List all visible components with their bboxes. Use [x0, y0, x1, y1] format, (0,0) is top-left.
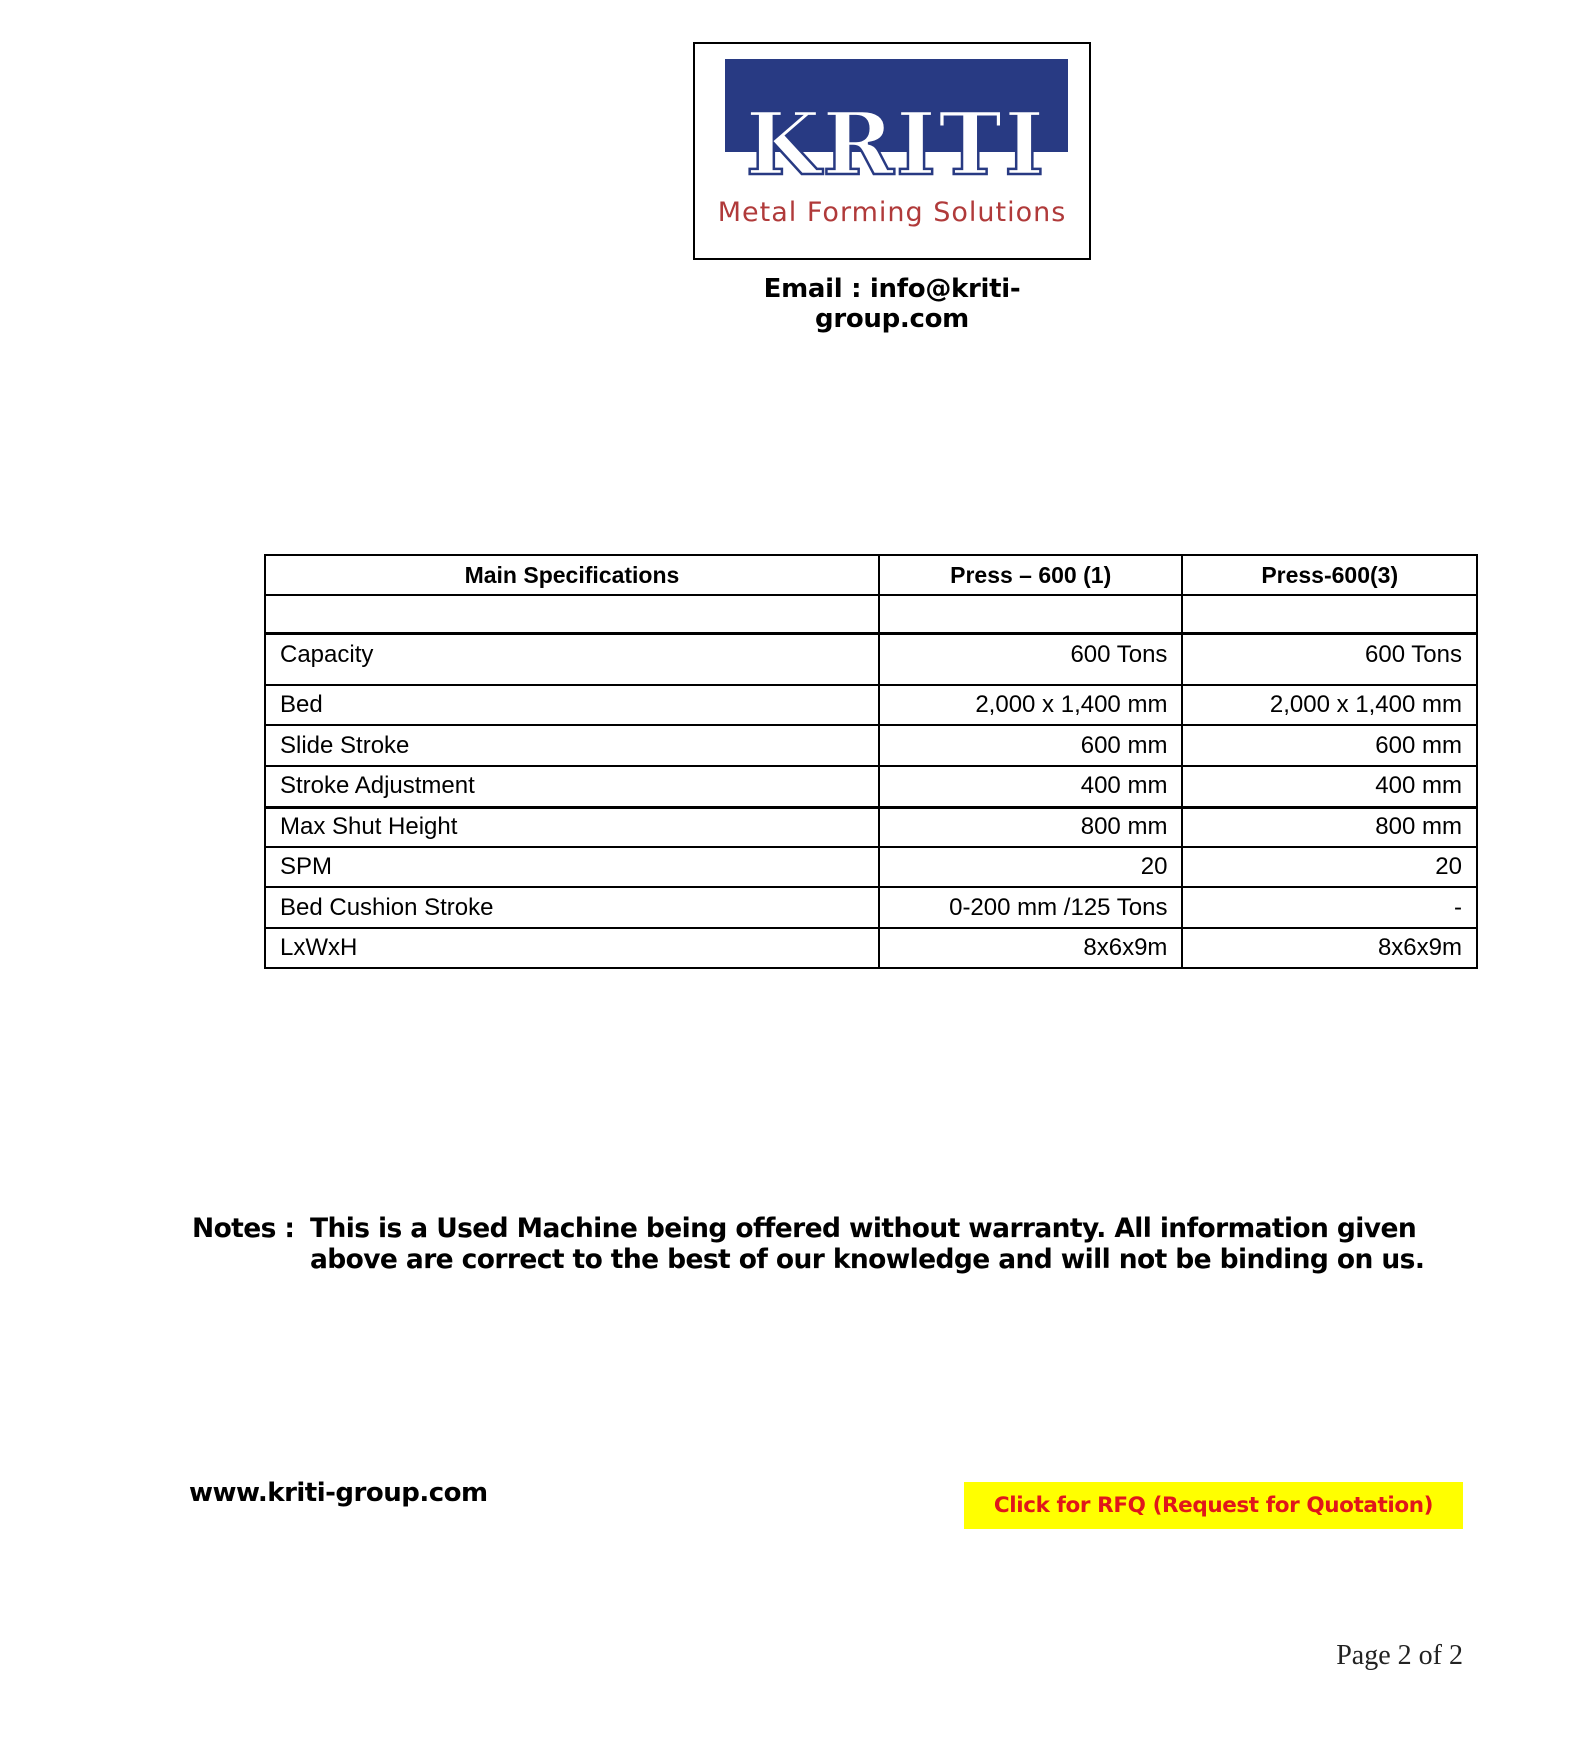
notes-text: This is a Used Machine being offered without warranty. All information given above are correct to the best of our knowledge and will not be binding on us.	[310, 1213, 1425, 1275]
spec-label: Bed	[265, 685, 879, 725]
press3-value: -	[1182, 887, 1477, 928]
spec-label: Capacity	[265, 633, 879, 685]
press3-value: 2,000 x 1,400 mm	[1182, 685, 1477, 725]
press1-value: 600 Tons	[879, 633, 1183, 685]
press1-value	[879, 595, 1183, 633]
contact-email[interactable]: Email : info@kriti-group.com	[763, 274, 1021, 334]
logo-wordmark-text: KRITI	[745, 104, 1047, 184]
spec-label: Slide Stroke	[265, 725, 879, 766]
website-link[interactable]: www.kriti-group.com	[189, 1478, 488, 1508]
column-header-press-600-1: Press – 600 (1)	[879, 555, 1183, 595]
logo-tagline: Metal Forming Solutions	[717, 197, 1067, 228]
table-row-empty	[265, 595, 1477, 633]
table-row	[265, 887, 1477, 928]
spec-label: Bed Cushion Stroke	[265, 887, 879, 928]
table-row	[265, 725, 1477, 766]
spec-label: SPM	[265, 847, 879, 887]
spec-label: Stroke Adjustment	[265, 766, 879, 807]
table-row	[265, 847, 1477, 887]
spec-label: Max Shut Height	[265, 807, 879, 847]
table-row	[265, 807, 1477, 847]
specifications-table	[264, 554, 1478, 969]
page-number: Page 2 of 2	[1336, 1640, 1463, 1671]
column-header-specification: Main Specifications	[265, 555, 879, 595]
table-row	[265, 685, 1477, 725]
press3-value: 20	[1182, 847, 1477, 887]
press1-value: 400 mm	[879, 766, 1183, 807]
press1-value: 800 mm	[879, 807, 1183, 847]
logo-wordmark	[725, 104, 1068, 184]
press3-value: 8x6x9m	[1182, 928, 1477, 968]
table-row	[265, 633, 1477, 685]
press3-value: 600 Tons	[1182, 633, 1477, 685]
table-header-row	[265, 555, 1477, 595]
spec-label	[265, 595, 879, 633]
notes-label: Notes :	[192, 1213, 295, 1244]
press1-value: 600 mm	[879, 725, 1183, 766]
company-logo	[693, 42, 1091, 260]
press1-value: 2,000 x 1,400 mm	[879, 685, 1183, 725]
press3-value: 800 mm	[1182, 807, 1477, 847]
press1-value: 0-200 mm /125 Tons	[879, 887, 1183, 928]
press1-value: 8x6x9m	[879, 928, 1183, 968]
press3-value: 600 mm	[1182, 725, 1477, 766]
column-header-press-600-3: Press-600(3)	[1182, 555, 1477, 595]
rfq-button[interactable]: Click for RFQ (Request for Quotation)	[964, 1482, 1463, 1529]
press1-value: 20	[879, 847, 1183, 887]
table-row	[265, 928, 1477, 968]
press3-value	[1182, 595, 1477, 633]
table-row	[265, 766, 1477, 807]
press3-value: 400 mm	[1182, 766, 1477, 807]
spec-label: LxWxH	[265, 928, 879, 968]
